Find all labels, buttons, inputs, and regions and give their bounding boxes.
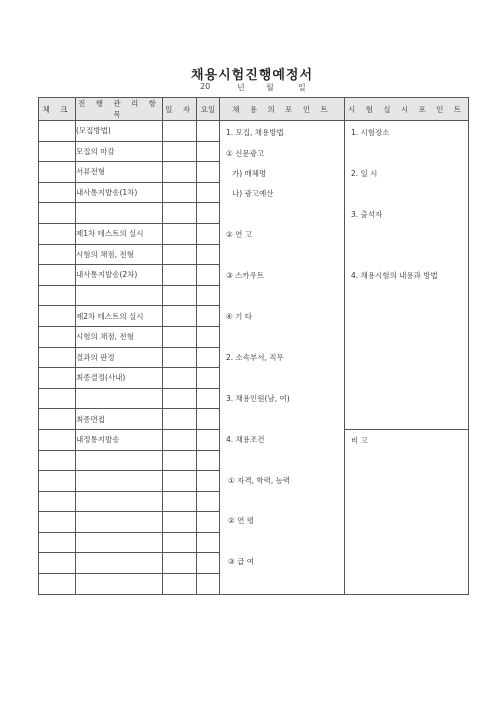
recruit-point: ③ 스카우트 (226, 271, 265, 280)
check-cell[interactable] (39, 121, 76, 142)
date-cell[interactable] (163, 162, 197, 183)
date-cell[interactable] (163, 450, 197, 471)
progress-item: 내사통지발송(1차) (76, 182, 163, 203)
progress-item: 결과의 판정 (76, 347, 163, 368)
schedule-table (38, 97, 469, 595)
date-cell[interactable] (163, 223, 197, 244)
date-cell[interactable] (163, 141, 197, 162)
recruit-point: 2. 소속부서, 직무 (226, 353, 284, 362)
day-cell[interactable] (197, 553, 220, 574)
check-cell[interactable] (39, 203, 76, 224)
header-progress-items: 진 행 관 리 항 목 (76, 98, 163, 121)
header-date: 일 자 (163, 98, 197, 121)
progress-item: 내정통지발송 (76, 429, 163, 450)
check-cell[interactable] (39, 326, 76, 347)
check-cell[interactable] (39, 285, 76, 306)
remarks-label: 비 고 (351, 435, 368, 445)
day-cell[interactable] (197, 471, 220, 492)
check-cell[interactable] (39, 223, 76, 244)
check-cell[interactable] (39, 244, 76, 265)
check-cell[interactable] (39, 347, 76, 368)
recruit-point: 나) 광고예산 (232, 189, 274, 198)
check-cell[interactable] (39, 409, 76, 430)
date-cell[interactable] (163, 429, 197, 450)
day-cell[interactable] (197, 532, 220, 553)
date-cell[interactable] (163, 265, 197, 286)
progress-item: 시험의 채점, 전형 (76, 244, 163, 265)
progress-item (76, 553, 163, 574)
date-line (0, 82, 504, 94)
recruit-point: 3. 채용인원(남, 여) (226, 394, 290, 403)
recruit-point: ① 자격, 학력, 능력 (228, 476, 291, 485)
progress-item (76, 574, 163, 595)
recruit-point: ③ 급 여 (228, 557, 254, 566)
day-cell[interactable] (197, 388, 220, 409)
day-cell[interactable] (197, 285, 220, 306)
recruit-point: 4. 채용조건 (226, 435, 265, 444)
day-cell[interactable] (197, 512, 220, 533)
recruit-point: ② 연 고 (226, 230, 252, 239)
day-cell[interactable] (197, 574, 220, 595)
date-cell[interactable] (163, 471, 197, 492)
day-cell[interactable] (197, 223, 220, 244)
date-cell[interactable] (163, 512, 197, 533)
day-cell[interactable] (197, 203, 220, 224)
date-cell[interactable] (163, 306, 197, 327)
progress-item: 최종결정(사내) (76, 368, 163, 389)
date-cell[interactable] (163, 368, 197, 389)
day-cell[interactable] (197, 182, 220, 203)
check-cell[interactable] (39, 553, 76, 574)
date-year-unit: 년 (237, 83, 245, 92)
progress-item: 내사통지발송(2차) (76, 265, 163, 286)
day-cell[interactable] (197, 121, 220, 142)
header-day: 요일 (197, 98, 220, 121)
check-cell[interactable] (39, 368, 76, 389)
check-cell[interactable] (39, 574, 76, 595)
progress-item (76, 512, 163, 533)
progress-item: 제2차 테스트의 실시 (76, 306, 163, 327)
check-cell[interactable] (39, 491, 76, 512)
day-cell[interactable] (197, 368, 220, 389)
header-check: 체 크 (39, 98, 76, 121)
header-recruit-points: 채 용 의 포 인 트 (220, 98, 345, 121)
progress-item (76, 388, 163, 409)
date-cell[interactable] (163, 388, 197, 409)
day-cell[interactable] (197, 306, 220, 327)
day-cell[interactable] (197, 326, 220, 347)
header-exam-points: 시 험 실 시 포 인 트 (345, 98, 469, 121)
day-cell[interactable] (197, 409, 220, 430)
progress-item (76, 532, 163, 553)
check-cell[interactable] (39, 471, 76, 492)
recruit-point: 가) 매체명 (232, 169, 267, 178)
recruit-point: ① 신문광고 (226, 149, 265, 158)
progress-item: 모집의 마감 (76, 141, 163, 162)
date-cell[interactable] (163, 244, 197, 265)
progress-item (76, 203, 163, 224)
date-cell[interactable] (163, 203, 197, 224)
day-cell[interactable] (197, 450, 220, 471)
progress-item (76, 285, 163, 306)
progress-item: 최종면접 (76, 409, 163, 430)
progress-item: 제1차 테스트의 실시 (76, 223, 163, 244)
date-cell[interactable] (163, 532, 197, 553)
date-cell[interactable] (163, 326, 197, 347)
date-cell[interactable] (163, 121, 197, 142)
date-cell[interactable] (163, 553, 197, 574)
check-cell[interactable] (39, 450, 76, 471)
date-cell[interactable] (163, 347, 197, 368)
date-month-unit: 월 (266, 83, 274, 92)
progress-item (76, 491, 163, 512)
recruit-point: ④ 기 타 (226, 312, 252, 321)
recruit-points-cell (220, 121, 345, 595)
day-cell[interactable] (197, 347, 220, 368)
progress-item (76, 450, 163, 471)
progress-item: (모집방법) (76, 121, 163, 142)
check-cell[interactable] (39, 429, 76, 450)
remarks-cell[interactable] (345, 429, 469, 594)
date-cell[interactable] (163, 574, 197, 595)
check-cell[interactable] (39, 306, 76, 327)
day-cell[interactable] (197, 429, 220, 450)
exam-points-cell (345, 121, 469, 430)
check-cell[interactable] (39, 512, 76, 533)
check-cell[interactable] (39, 532, 76, 553)
progress-item (76, 471, 163, 492)
date-year: 20 (200, 82, 211, 91)
check-cell[interactable] (39, 162, 76, 183)
exam-point: 4. 채용시험의 내용과 방법 (351, 271, 438, 280)
date-day-unit: 일 (298, 83, 306, 92)
date-cell[interactable] (163, 285, 197, 306)
day-cell[interactable] (197, 491, 220, 512)
progress-item: 시험의 채점, 전형 (76, 326, 163, 347)
date-cell[interactable] (163, 491, 197, 512)
check-cell[interactable] (39, 182, 76, 203)
exam-point: 2. 일 시 (351, 169, 378, 178)
progress-item: 서류전형 (76, 162, 163, 183)
recruit-point: ② 연 령 (228, 516, 254, 525)
day-cell[interactable] (197, 265, 220, 286)
exam-point: 1. 시험장소 (351, 128, 390, 137)
document-title: 채용시험진행예정서 (190, 68, 314, 83)
exam-point: 3. 출석자 (351, 210, 383, 219)
date-cell[interactable] (163, 409, 197, 430)
day-cell[interactable] (197, 141, 220, 162)
check-cell[interactable] (39, 265, 76, 286)
check-cell[interactable] (39, 141, 76, 162)
day-cell[interactable] (197, 162, 220, 183)
recruit-point: 1. 모집, 채용방법 (226, 128, 284, 137)
check-cell[interactable] (39, 388, 76, 409)
day-cell[interactable] (197, 244, 220, 265)
date-cell[interactable] (163, 182, 197, 203)
